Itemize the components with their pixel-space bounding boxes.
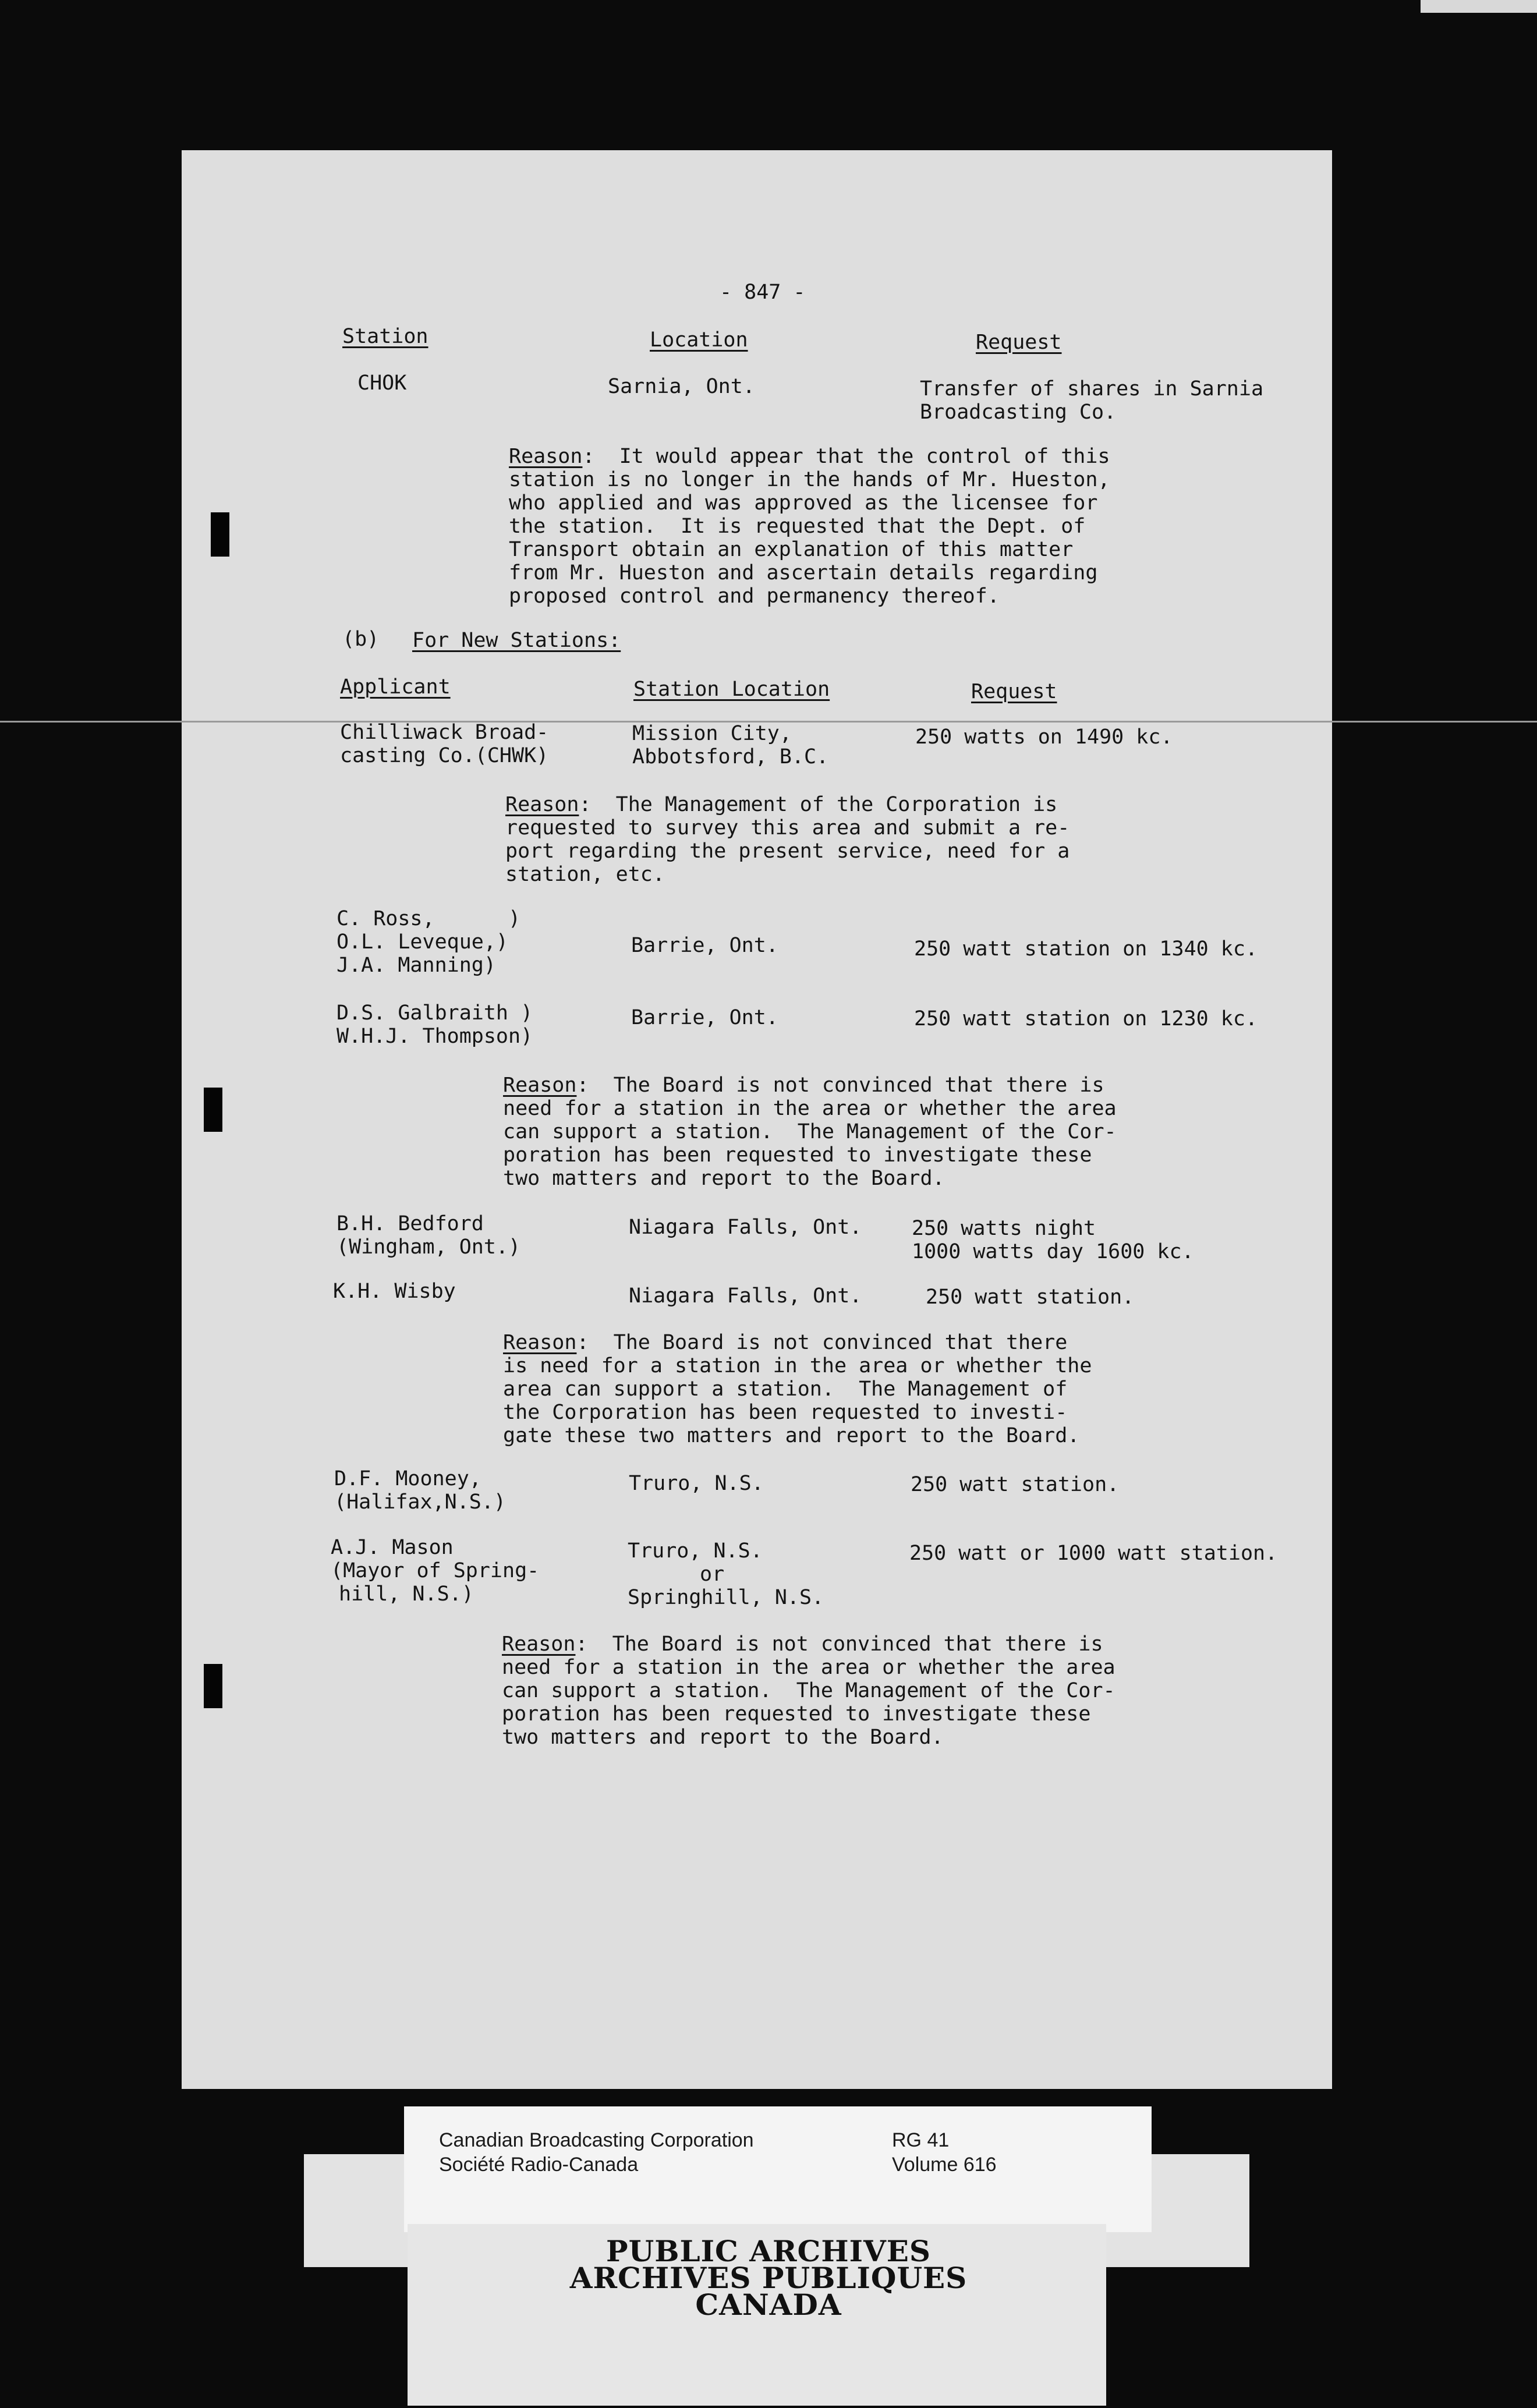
reason-line: Transport obtain an explanation of this matter [509,538,1074,561]
station-location: Barrie, Ont. [631,934,778,957]
reason-line: the station. It is requested that the Dept. of [509,515,1086,538]
reason-label: Reason [503,1331,577,1354]
request: 250 watt station on 1340 kc. [914,937,1258,961]
record-group: RG 41 [892,2129,950,2151]
header-location: Location [650,328,748,352]
applicant: A.J. Mason (Mayor of Spring- hill, N.S.) [331,1536,540,1606]
reason-block: Reason: The Board is not convinced that there is need for a station in the area or whether the area can support a station. The Management of the Corporation has been requested to investi- gate these two matters and report to the Board. [503,1331,1092,1447]
station-location: Barrie, Ont. [631,1006,778,1029]
reason-line: who applied and was approved as the licensee for [509,491,1098,515]
margin-mark [204,1088,222,1132]
applicant: B.H. Bedford (Wingham, Ont.) [337,1212,521,1259]
request: 250 watt station. [911,1473,1120,1496]
applicant: C. Ross, ) O.L. Leveque,) J.A. Manning) [337,907,521,977]
header-request: Request [976,331,1062,354]
stamp-line: ARCHIVES PUBLIQUES [569,2261,968,2295]
request: 250 watt or 1000 watt station. [909,1542,1278,1565]
section-title: For New Stations: [412,629,621,652]
applicant: D.S. Galbraith ) W.H.J. Thompson) [337,1001,533,1048]
org-english: Canadian Broadcasting Corporation [439,2129,754,2151]
request-line: Broadcasting Co. [920,401,1117,424]
section-marker: (b) [342,628,380,651]
stamp-line: PUBLIC ARCHIVES [606,2234,931,2268]
reason-line: from Mr. Hueston and ascertain details regarding [509,561,1098,585]
header-applicant: Applicant [340,675,451,699]
entry-request [920,377,1263,424]
station-location: Truro, N.S. [629,1472,764,1495]
applicant: K.H. Wisby [333,1280,456,1303]
reason-label: Reason [505,793,579,816]
request: 250 watts night 1000 watts day 1600 kc. [912,1217,1194,1263]
film-edge [1421,0,1537,13]
request-line: Transfer of shares in Sarnia [920,377,1264,401]
header-request: Request [971,680,1057,703]
station-location: Niagara Falls, Ont. [629,1284,862,1308]
reason-line: proposed control and permanency thereof. [509,585,1000,608]
reason-block: Reason: The Board is not convinced that there is need for a station in the area or whether the area can support a station. The Management of the Cor- poration has been requested to investigate these two matters and report to the Board. [502,1633,1115,1749]
stamp-line: CANADA [695,2287,842,2322]
reason-label: Reason [502,1633,576,1656]
archive-label [404,2106,1152,2232]
station-location: Truro, N.S. or Springhill, N.S. [628,1539,824,1609]
request: 250 watts on 1490 kc. [915,725,1173,749]
reason-line: station is no longer in the hands of Mr. Hueston, [509,468,1110,491]
volume-number: Volume 616 [892,2154,997,2176]
entry-location: Sarnia, Ont. [608,375,755,398]
request: 250 watt station on 1230 kc. [914,1007,1258,1031]
applicant: D.F. Mooney, (Halifax,N.S.) [334,1467,507,1514]
reason-block: Reason: The Board is not convinced that there is need for a station in the area or whether the area can support a station. The Management of the Cor- poration has been requested to investigate these two matters and report to the Board. [503,1074,1117,1190]
reason-block: Reason: The Management of the Corporation is requested to survey this area and submit a re- port regarding the present service, need for a station, etc. [505,793,1070,886]
entry-station: CHOK [357,371,407,395]
margin-mark [211,512,229,557]
reason-label: Reason [503,1074,577,1097]
reason-line: Reason: It would appear that the control of this [509,445,1110,468]
reason-label: Reason [509,445,583,468]
margin-mark [204,1664,222,1708]
request: 250 watt station. [926,1286,1135,1309]
applicant: Chilliwack Broad- casting Co.(CHWK) [340,721,549,767]
org-french: Société Radio-Canada [439,2154,639,2176]
header-station: Station [342,325,428,348]
header-station-location: Station Location [633,678,830,701]
reason-block [509,445,1110,608]
station-location: Mission City, Abbotsford, B.C. [632,722,829,769]
page-number: - 847 - [720,281,806,304]
station-location: Niagara Falls, Ont. [629,1216,862,1239]
